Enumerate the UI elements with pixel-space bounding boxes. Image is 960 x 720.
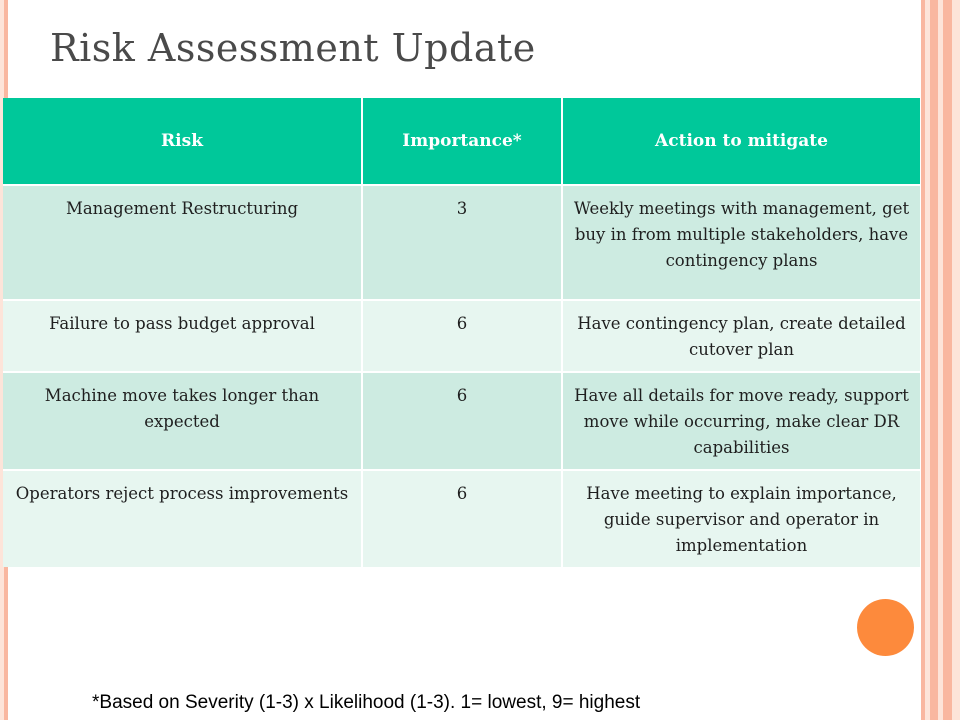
table-row (3, 300, 920, 372)
table-header-row (3, 98, 920, 185)
risk-cell: Failure to pass budget approval (3, 300, 362, 372)
importance-cell: 6 (362, 372, 562, 470)
action-cell: Have meeting to explain importance, guide supervisor and operator in implementation (562, 470, 920, 567)
risk-cell: Management Restructuring (3, 185, 362, 300)
action-cell: Have all details for move ready, support move while occurring, make clear DR capabilities (562, 372, 920, 470)
table-row (3, 372, 920, 470)
importance-cell: 6 (362, 300, 562, 372)
header-risk: Risk (3, 98, 362, 185)
right-stripe-6 (952, 0, 960, 720)
right-stripe-5 (943, 0, 952, 720)
risk-cell: Machine move takes longer than expected (3, 372, 362, 470)
page-title: Risk Assessment Update (50, 26, 536, 70)
footnote: *Based on Severity (1-3) x Likelihood (1-3). 1= lowest, 9= highest (92, 692, 641, 713)
risk-cell: Operators reject process improvements (3, 470, 362, 567)
header-action: Action to mitigate (562, 98, 920, 185)
header-importance: Importance* (362, 98, 562, 185)
risk-table (3, 98, 920, 567)
action-cell: Weekly meetings with management, get buy in from multiple stakeholders, have contingency plans (562, 185, 920, 300)
action-cell: Have contingency plan, create detailed cutover plan (562, 300, 920, 372)
right-stripe-3 (930, 0, 938, 720)
orange-circle-decoration (857, 599, 914, 656)
table-row (3, 185, 920, 300)
importance-cell: 3 (362, 185, 562, 300)
importance-cell: 6 (362, 470, 562, 567)
table-row (3, 470, 920, 567)
